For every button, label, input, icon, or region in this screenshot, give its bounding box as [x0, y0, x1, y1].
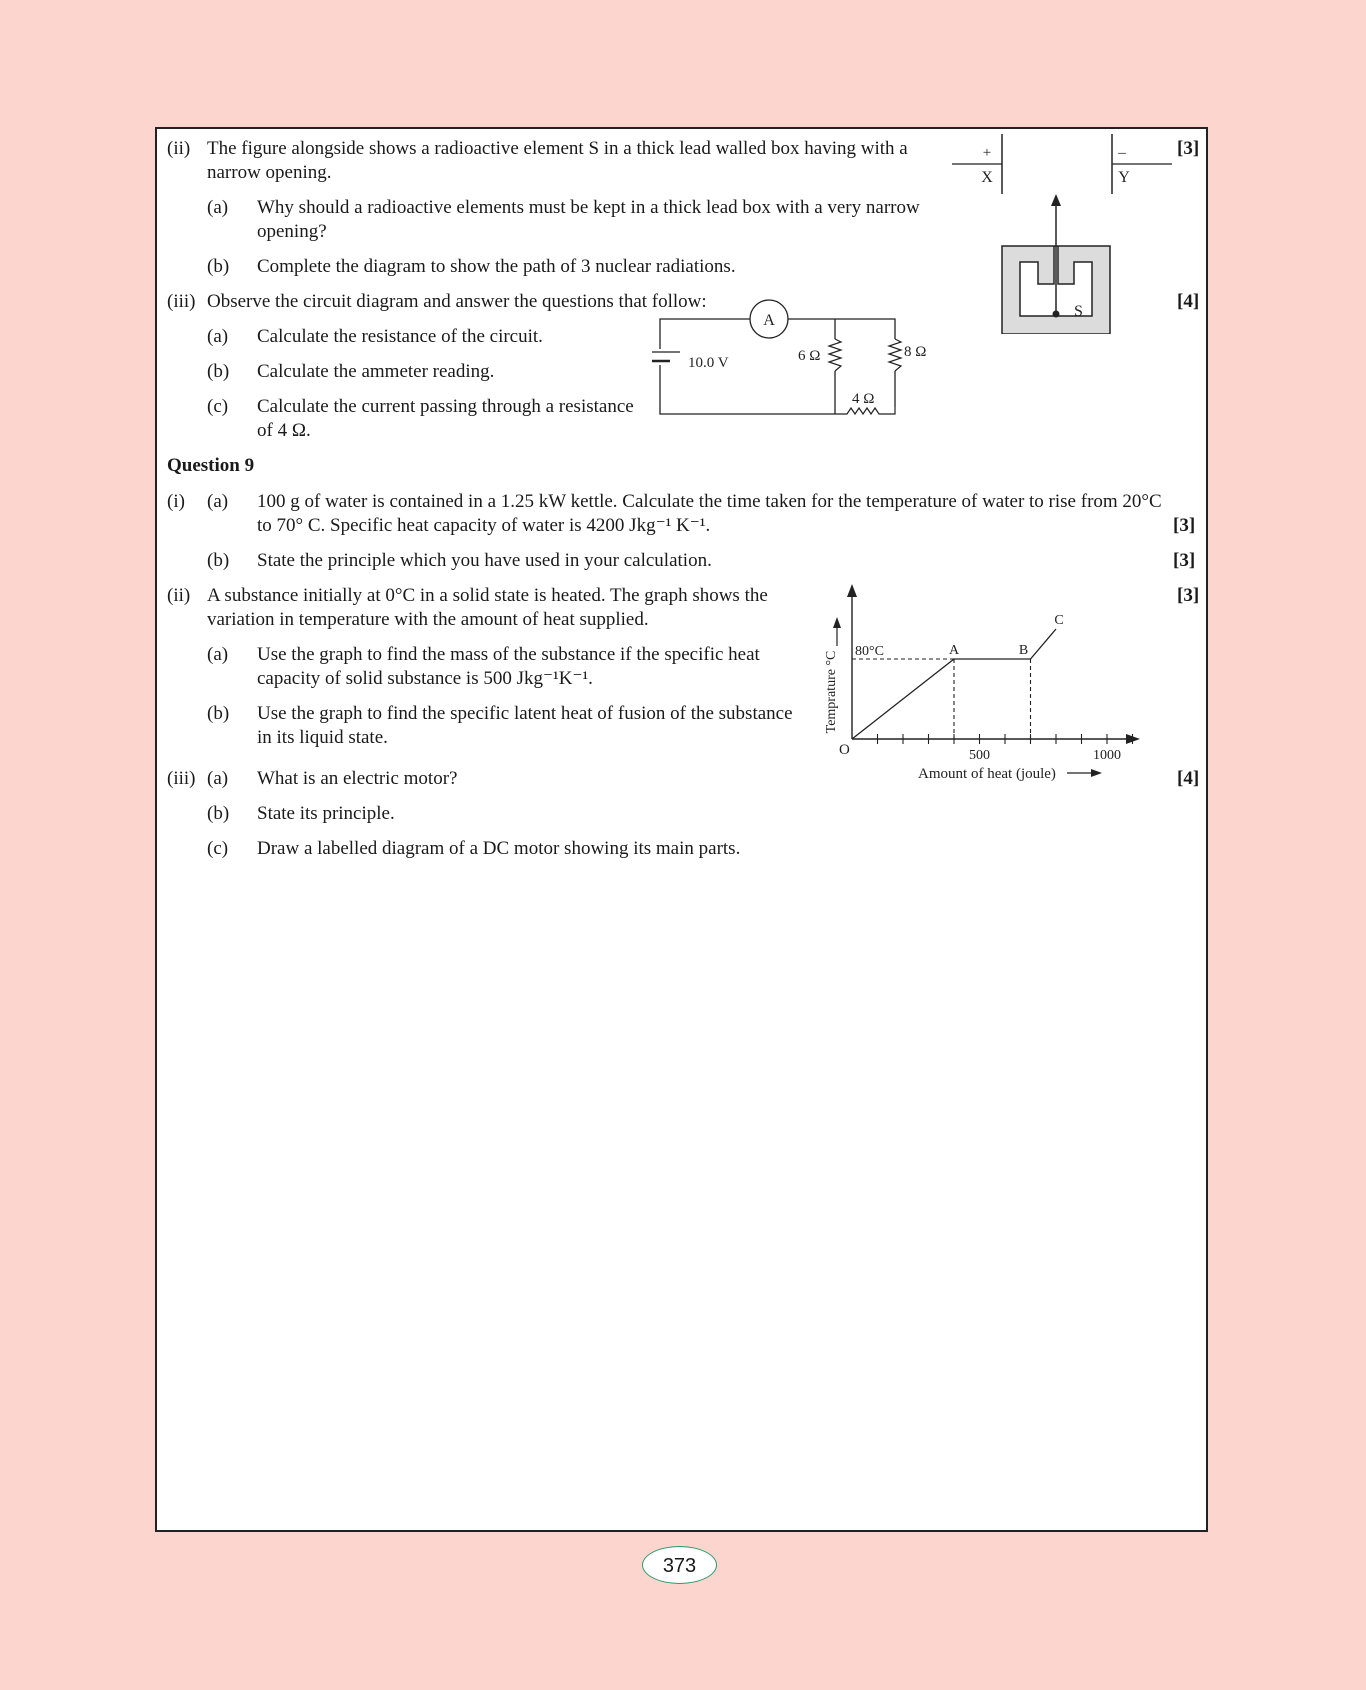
exam-page: [155, 127, 1208, 1532]
q8-iii-b-label: (b): [207, 361, 230, 382]
q8-ii-a-line2: opening?: [257, 221, 327, 242]
graph-origin-label: O: [839, 742, 850, 758]
radiation-figure: [952, 134, 1182, 334]
heating-graph: [812, 584, 1142, 784]
q8-ii-line2: narrow opening.: [207, 162, 332, 183]
x-tick-label: 1000: [1093, 748, 1121, 763]
q9-i-a-line1: 100 g of water is contained in a 1.25 kW kettle. Calculate the time taken for the temperature of water to rise from 20°C: [257, 491, 1162, 512]
q9-i-a-line2: to 70° C. Specific heat capacity of water is 4200 Jkg⁻¹ K⁻¹.: [257, 515, 711, 536]
q9-i-b-label: (b): [207, 550, 230, 571]
q9-ii-b-line1: Use the graph to find the specific latent heat of fusion of the substance: [257, 703, 793, 724]
x-tick-label: 500: [969, 748, 990, 763]
plus-sign: +: [982, 145, 992, 161]
resistor-8: [889, 339, 901, 371]
q8-ii-marks: [3]: [1177, 138, 1200, 159]
q9-ii-b-label: (b): [207, 703, 230, 724]
q9-iii-c-label: (c): [207, 838, 229, 859]
q9-ii-a-label: (a): [207, 644, 229, 665]
q9-ii-line1: A substance initially at 0°C in a solid state is heated. The graph shows the: [207, 585, 768, 606]
point-label-b: B: [1018, 643, 1029, 658]
ylabel-arrow-head: [833, 617, 841, 628]
q9-ii-a-line2: capacity of solid substance is 500 Jkg⁻¹K⁻¹.: [257, 668, 593, 689]
q9-iii-b-text: State its principle.: [257, 803, 395, 824]
minus-sign: –: [1118, 145, 1126, 161]
q9-ii-line2: variation in temperature with the amount of heat supplied.: [207, 609, 649, 630]
q9-i-b-marks: [3]: [1173, 550, 1196, 571]
q9-iii-a-label: (a): [207, 768, 229, 789]
y-marker-label: 80°C: [855, 644, 884, 659]
q9-ii-a-line1: Use the graph to find the mass of the substance if the specific heat: [257, 644, 760, 665]
point-label-c: C: [1054, 613, 1064, 628]
plate-y-label: Y: [1118, 169, 1130, 186]
graph-ylabel: Temprature °C: [824, 650, 839, 734]
resistor-4: [835, 407, 895, 414]
source-label: S: [1074, 303, 1083, 320]
page-number: 373: [642, 1546, 717, 1584]
q8-iii-marks: [4]: [1177, 291, 1200, 312]
q9-i-a-marks: [3]: [1173, 515, 1196, 536]
resistor-4-label: 4 Ω: [852, 391, 875, 407]
q8-iii-c-line2: of 4 Ω.: [257, 420, 311, 441]
q9-heading: Question 9: [167, 455, 255, 476]
battery-label: 10.0 V: [688, 355, 729, 371]
plate-x-label: X: [981, 169, 993, 186]
q9-i-a-label: (a): [207, 491, 229, 512]
q8-iii-c-line1: Calculate the current passing through a resistance: [257, 396, 634, 417]
q9-ii-marks: [3]: [1177, 585, 1200, 606]
graph-xlabel: Amount of heat (joule): [918, 766, 1056, 782]
circuit-diagram: [652, 289, 972, 434]
resistor-8-label: 8 Ω: [904, 344, 927, 360]
q9-i-label: (i): [167, 491, 185, 512]
q9-i-b-text: State the principle which you have used in your calculation.: [257, 550, 712, 571]
q8-ii-a-label: (a): [207, 197, 229, 218]
q8-iii-c-label: (c): [207, 396, 229, 417]
q8-iii-b-text: Calculate the ammeter reading.: [257, 361, 495, 382]
q9-iii-c-text: Draw a labelled diagram of a DC motor showing its main parts.: [257, 838, 741, 859]
q8-iii-label: (iii): [167, 291, 196, 312]
q9-iii-label: (iii): [167, 768, 196, 789]
q8-ii-a-line1: Why should a radioactive elements must be kept in a thick lead box with a very narrow: [257, 197, 920, 218]
q8-ii-b-label: (b): [207, 256, 230, 277]
point-label-a: A: [948, 643, 960, 658]
resistor-6-label: 6 Ω: [798, 348, 821, 364]
q9-iii-b-label: (b): [207, 803, 230, 824]
xlabel-arrow-head: [1091, 769, 1102, 777]
q9-ii-label: (ii): [167, 585, 191, 606]
q8-ii-line1: The figure alongside shows a radioactive element S in a thick lead walled box having with a: [207, 138, 908, 159]
q8-ii-b-text: Complete the diagram to show the path of 3 nuclear radiations.: [257, 256, 736, 277]
q8-iii-a-text: Calculate the resistance of the circuit.: [257, 326, 543, 347]
q8-iii-a-label: (a): [207, 326, 229, 347]
q9-iii-marks: [4]: [1177, 768, 1200, 789]
q8-iii-text: Observe the circuit diagram and answer the questions that follow:: [207, 291, 707, 312]
q8-ii-label: (ii): [167, 138, 191, 159]
source-dot: [1053, 311, 1060, 318]
q9-ii-b-line2: in its liquid state.: [257, 727, 388, 748]
graph-y-arrow: [847, 584, 857, 597]
q9-iii-a-text: What is an electric motor?: [257, 768, 458, 789]
resistor-6: [829, 339, 841, 371]
ammeter-label: A: [763, 312, 775, 329]
